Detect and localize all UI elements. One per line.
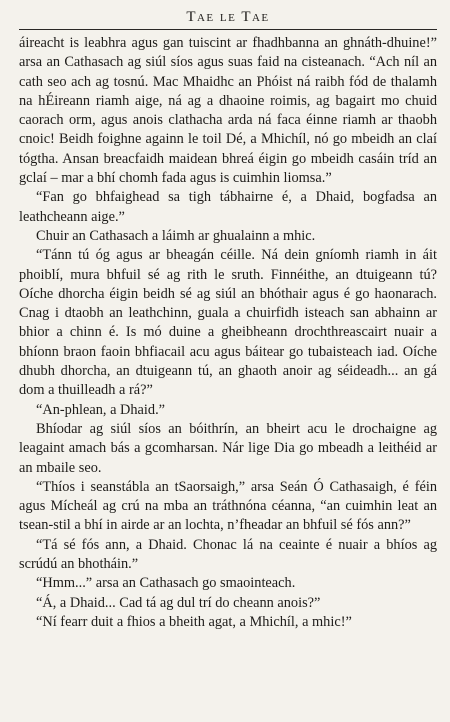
paragraph: Chuir an Cathasach a láimh ar ghualainn a mhic.: [36, 227, 316, 244]
paragraph: áireacht is leabhra agus gan tuiscint ar fhadhbanna an ghnáth-dhuine!” arsa an Cathasach ag siúl síos agus suas faid na cisteanach. “Ach níl an cath seo ach ag tosnú. Mac Mhaidhc an Phóist ná raibh fód de thalamh na hÉireann riamh aige, ná ag a dhaoine roimis, ag bagairt mo chuid caorach orm, agus anois clathacha arda ná faca éinne riamh ar thaobh cnoic! Beidh foighne againn le toil Dé, a Mhichíl, nó go mbeidh an claí tógtha. Ansan breacfaidh maidean bhreá éigin go mbeidh casáin tríd an gclaí – mar a bhí chomh fada agus is cuimhin liomsa.”: [19, 35, 437, 187]
paragraph: “Tánn tú óg agus ar bheagán céille. Ná dein gníomh riamh in áit phoiblí, mura bhfuil sé ag rith le sruth. Finnéithe, an dtuigeann tú? Oíche dhorcha éigin beidh sé ag siúl an bhóthair agus é go haonarach. Cnag i dtaobh an leathchinn, guala a chuirfidh isteach san abhainn ar bhior a chinn é. Is mó duine a gheibheann drochthreascairt nuair a bhíonn braon faoin bhfiacail acu agus báitear go tubaisteach iad. Oíche dhubh dhorcha, an dtuigeann tú, an ghaoth anoir ag séideadh... an gá dom a thuilleadh a rá?”: [19, 247, 437, 399]
paragraph: “Tá sé fós ann, a Dhaid. Chonac lá na ceainte é nuair a bhíos ag scrúdú an bhotháin.”: [19, 536, 437, 573]
paragraph: “Ní fearr duit a fhios a bheith agat, a Mhichíl, a mhic!”: [36, 613, 352, 630]
paragraph: “Hmm...” arsa an Cathasach go smaointeach.: [36, 575, 296, 592]
body-text: [19, 34, 437, 632]
paragraph: “Fan go bhfaighead sa tigh tábhairne é, a Dhaid, bogfadsa an leathcheann aige.”: [19, 189, 437, 225]
paragraph: “An-phlean, a Dhaid.”: [36, 401, 166, 418]
running-header: Tae le Tae: [19, 0, 437, 30]
paragraph: Bhíodar ag siúl síos an bóithrín, an bheirt acu le drochaigne ag leagaint amach bás a gcomharsan. Nár lige Dia go mbeadh a leithéid ar an mbaile seo.: [19, 420, 437, 476]
paragraph: “Thíos i seanstábla an tSaorsaigh,” arsa Seán Ó Cathasaigh, é féin agus Mícheál ag crú na mba an tráthnóna céanna, “an cuimhin leat an tsean-stil a bhí in airde ar an lochta, n’fheadar an bhfuil sé fós ann?”: [19, 478, 437, 534]
paragraph: “Á, a Dhaid... Cad tá ag dul trí do cheann anois?”: [36, 594, 321, 611]
